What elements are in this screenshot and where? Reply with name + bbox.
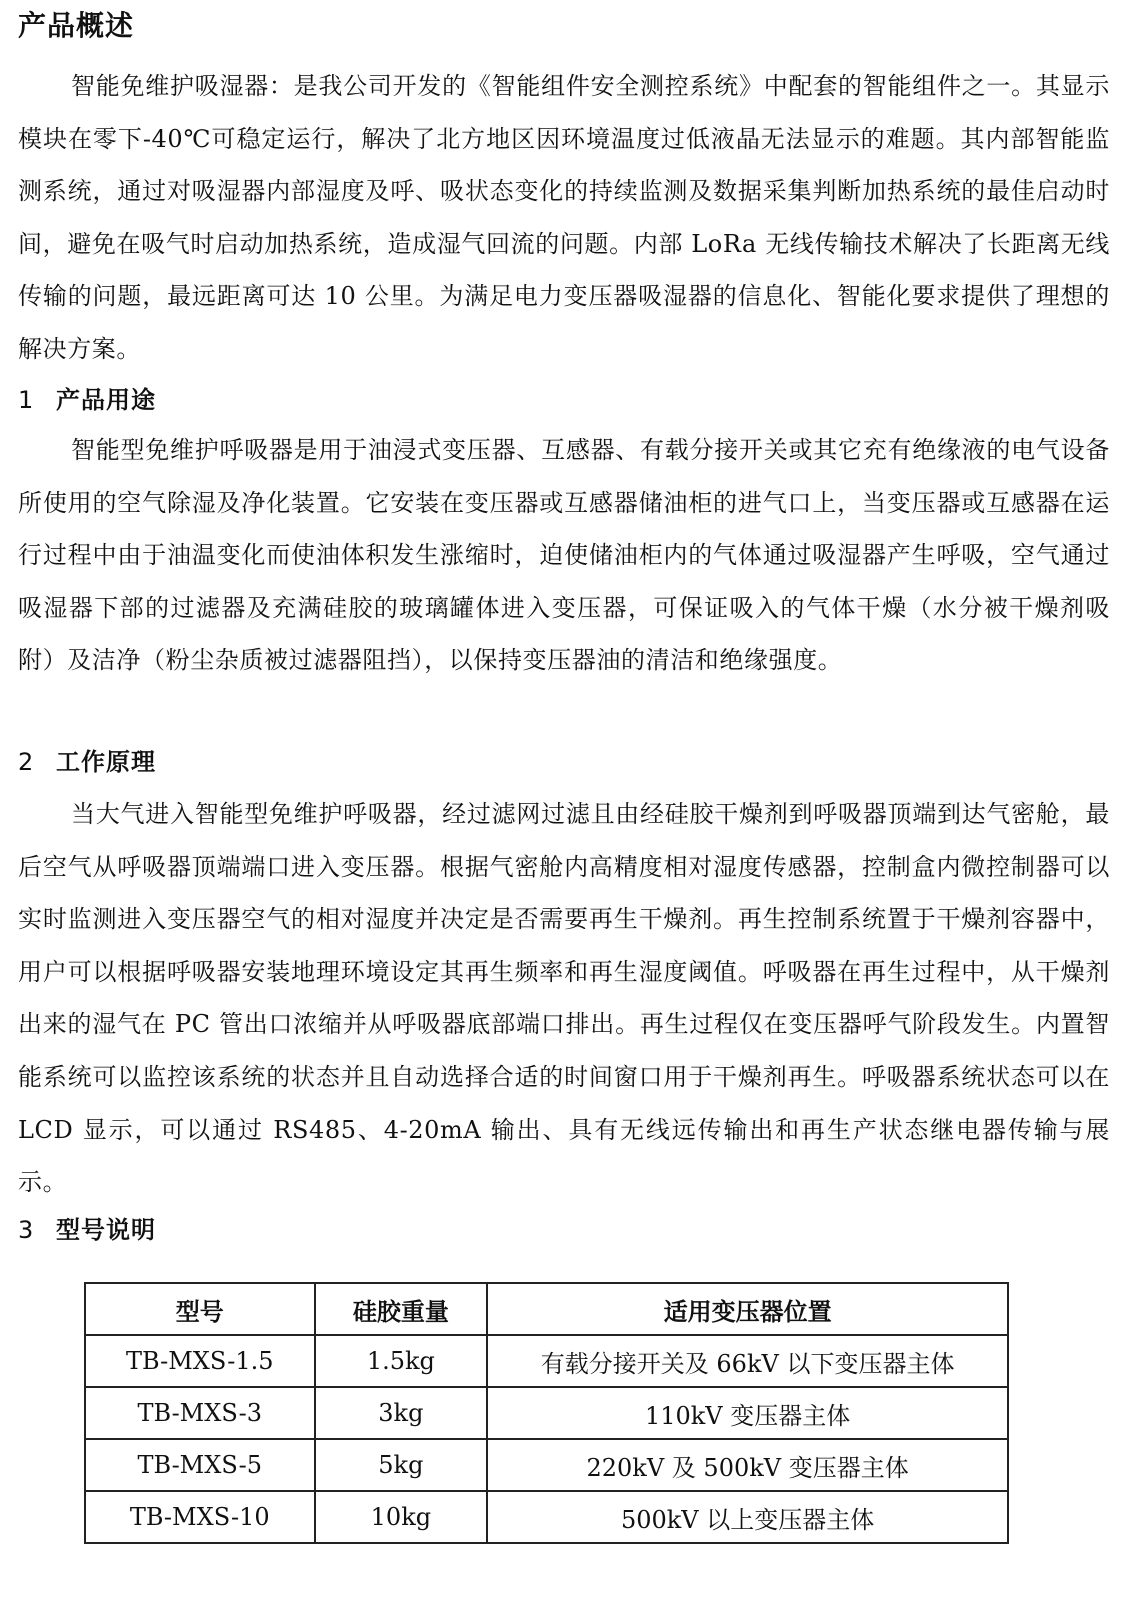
cell-model: TB-MXS-5 <box>85 1439 315 1491</box>
section-heading-models <box>18 1208 156 1252</box>
cell-weight: 1.5kg <box>315 1335 488 1387</box>
section-heading-usage <box>18 378 156 422</box>
usage-paragraph: 智能型免维护呼吸器是用于油浸式变压器、互感器、有载分接开关或其它充有绝缘液的电气设备所使用的空气除湿及净化装置。它安装在变压器或互感器储油柜的进气口上，当变压器或互感器在运行过程中由于油温变化而使油体积发生涨缩时，迫使储油柜内的气体通过吸湿器产生呼吸，空气通过吸湿器下部的过滤器及充满硅胶的玻璃罐体进入变压器，可保证吸入的气体干燥（水分被干燥剂吸附）及洁净（粉尘杂质被过滤器阻挡），以保持变压器油的清洁和绝缘强度。 <box>18 436 1110 675</box>
cell-position: 500kV 以上变压器主体 <box>487 1491 1008 1543</box>
cell-position: 110kV 变压器主体 <box>487 1387 1008 1439</box>
section-title: 产品用途 <box>56 386 156 414</box>
cell-model: TB-MXS-3 <box>85 1387 315 1439</box>
table-row <box>85 1439 1008 1491</box>
section-title: 型号说明 <box>56 1216 156 1244</box>
table-row <box>85 1387 1008 1439</box>
section-number: 2 <box>18 748 35 776</box>
table-row <box>85 1491 1008 1543</box>
cell-position: 有载分接开关及 66kV 以下变压器主体 <box>487 1335 1008 1387</box>
cell-weight: 5kg <box>315 1439 488 1491</box>
principle-paragraph: 当大气进入智能型免维护呼吸器，经过滤网过滤且由经硅胶干燥剂到呼吸器顶端到达气密舱，最后空气从呼吸器顶端端口进入变压器。根据气密舱内高精度相对湿度传感器，控制盒内微控制器可以实时监测进入变压器空气的相对湿度并决定是否需要再生干燥剂。再生控制系统置于干燥剂容器中，用户可以根据呼吸器安装地理环境设定其再生频率和再生湿度阈值。呼吸器在再生过程中，从干燥剂出来的湿气在 PC 管出口浓缩并从呼吸器底部端口排出。再生过程仅在变压器呼气阶段发生。内置智能系统可以监控该系统的状态并且自动选择合适的时间窗口用于干燥剂再生。呼吸器系统状态可以在 LCD 显示，可以通过 RS485、4-20mA 输出、具有无线远传输出和再生产状态继电器传输与展示。 <box>18 800 1110 1197</box>
section-heading-principle <box>18 740 156 784</box>
cell-position: 220kV 及 500kV 变压器主体 <box>487 1439 1008 1491</box>
header-silica-weight: 硅胶重量 <box>315 1283 488 1335</box>
cell-weight: 3kg <box>315 1387 488 1439</box>
section-title: 工作原理 <box>56 748 156 776</box>
section-number: 3 <box>18 1216 35 1244</box>
intro-paragraph: 智能免维护吸湿器：是我公司开发的《智能组件安全测控系统》中配套的智能组件之一。其显示模块在零下-40℃可稳定运行，解决了北方地区因环境温度过低液晶无法显示的难题。其内部智能监测系统，通过对吸湿器内部湿度及呼、吸状态变化的持续监测及数据采集判断加热系统的最佳启动时间，避免在吸气时启动加热系统，造成湿气回流的问题。内部 LoRa 无线传输技术解决了长距离无线传输的问题，最远距离可达 10 公里。为满足电力变压器吸湿器的信息化、智能化要求提供了理想的解决方案。 <box>18 72 1110 363</box>
page-title: 产品概述 <box>18 9 135 42</box>
cell-weight: 10kg <box>315 1491 488 1543</box>
table-row <box>85 1335 1008 1387</box>
cell-model: TB-MXS-10 <box>85 1491 315 1543</box>
header-transformer-position: 适用变压器位置 <box>487 1283 1008 1335</box>
model-table <box>84 1282 1009 1544</box>
section-number: 1 <box>18 386 35 414</box>
table-header-row <box>85 1283 1008 1335</box>
header-model: 型号 <box>85 1283 315 1335</box>
cell-model: TB-MXS-1.5 <box>85 1335 315 1387</box>
